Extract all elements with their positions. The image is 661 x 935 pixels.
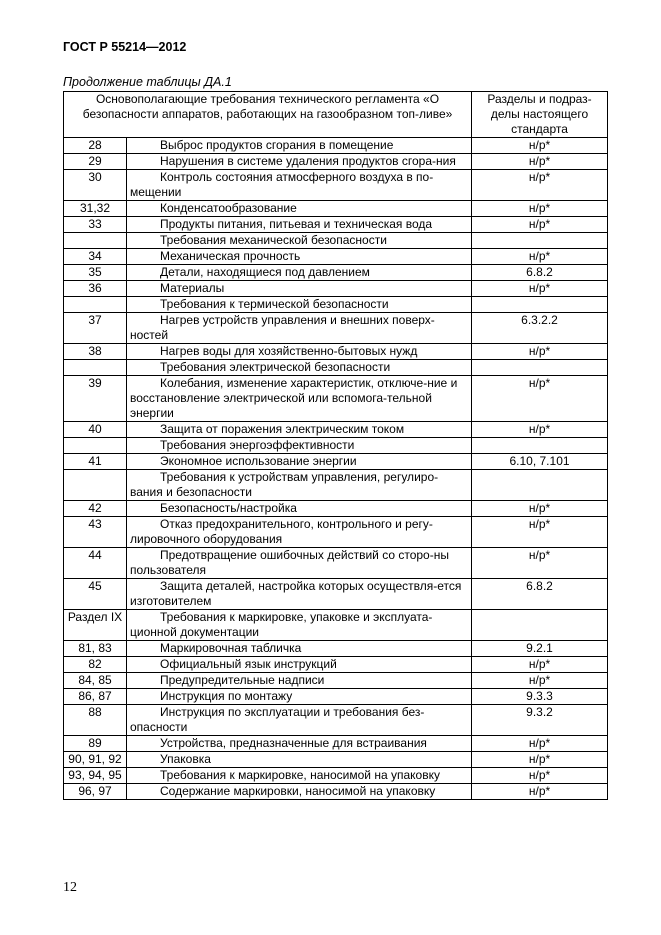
row-item-number: 81, 83 [64,641,127,657]
table-row [64,170,608,201]
row-item-number: 29 [64,154,127,170]
row-requirement-text: Колебания, изменение характеристик, отключе-ние и восстановление электрической или вспомога-тельной энергии [130,376,458,420]
row-section-ref: н/р* [472,376,608,422]
row-section-ref: н/р* [472,768,608,784]
row-requirement-text: Безопасность/настройка [160,501,297,515]
row-section-ref: н/р* [472,170,608,201]
row-requirement [127,768,472,784]
table-row [64,517,608,548]
row-requirement-text: Требования энергоэффективности [160,438,355,452]
table-row [64,297,608,313]
requirements-table [63,91,608,800]
table-row [64,217,608,233]
row-requirement-text: Контроль состояния атмосферного воздуха в по-мещении [130,170,434,199]
row-requirement [127,170,472,201]
row-section-ref: 9.3.3 [472,689,608,705]
row-section-ref: н/р* [472,736,608,752]
table-row [64,344,608,360]
row-requirement-text: Защита от поражения электрическим током [160,422,405,436]
row-requirement-text: Конденсатообразование [160,201,297,215]
row-item-number: 40 [64,422,127,438]
row-section-ref [472,438,608,454]
table-row [64,265,608,281]
row-requirement [127,360,472,376]
row-requirement [127,265,472,281]
table-row [64,579,608,610]
row-requirement [127,470,472,501]
row-item-number: 34 [64,249,127,265]
row-requirement-text: Нарушения в системе удаления продуктов сгора-ния [160,154,456,168]
table-row [64,610,608,641]
header-sections: Разделы и подраз-делы настоящего стандарта [472,92,608,138]
table-caption: Продолжение таблицы ДА.1 [63,75,232,89]
row-requirement [127,422,472,438]
row-requirement [127,736,472,752]
document-id: ГОСТ Р 55214—2012 [63,40,187,54]
row-requirement-text: Инструкция по эксплуатации и требования без-опасности [130,705,425,734]
row-requirement [127,344,472,360]
row-section-ref [472,470,608,501]
row-requirement [127,217,472,233]
row-requirement-text: Выброс продуктов сгорания в помещение [160,138,394,152]
table-row [64,736,608,752]
row-item-number [64,438,127,454]
row-section-ref: н/р* [472,138,608,154]
row-requirement [127,138,472,154]
row-requirement-text: Требования к маркировке, наносимой на упаковку [160,768,440,782]
row-section-ref: н/р* [472,673,608,689]
table-row [64,360,608,376]
row-section-ref [472,297,608,313]
table-row [64,313,608,344]
row-item-number: 84, 85 [64,673,127,689]
row-requirement [127,454,472,470]
row-item-number: 42 [64,501,127,517]
row-section-ref [472,233,608,249]
row-requirement [127,548,472,579]
row-section-ref: н/р* [472,548,608,579]
row-section-ref: н/р* [472,249,608,265]
row-item-number: 89 [64,736,127,752]
row-requirement [127,281,472,297]
row-requirement-text: Материалы [160,281,225,295]
row-item-number: Раздел IX [64,610,127,641]
table-row [64,784,608,800]
row-requirement-text: Предотвращение ошибочных действий со сторо-ны пользователя [130,548,449,577]
row-section-ref [472,610,608,641]
row-requirement [127,657,472,673]
row-requirement-text: Отказ предохранительного, контрольного и регу-лировочного оборудования [130,517,433,546]
row-item-number: 30 [64,170,127,201]
row-section-ref: н/р* [472,217,608,233]
row-requirement [127,784,472,800]
table-row [64,138,608,154]
row-item-number: 31,32 [64,201,127,217]
row-requirement-text: Устройства, предназначенные для встраивания [160,736,427,750]
row-item-number: 37 [64,313,127,344]
row-item-number: 38 [64,344,127,360]
table-row [64,233,608,249]
row-requirement [127,517,472,548]
page-number: 12 [63,880,77,895]
table-row [64,249,608,265]
row-requirement [127,501,472,517]
table-row [64,689,608,705]
row-section-ref: н/р* [472,154,608,170]
row-section-ref: 9.3.2 [472,705,608,736]
table-row [64,454,608,470]
row-item-number: 93, 94, 95 [64,768,127,784]
row-section-ref: н/р* [472,517,608,548]
row-requirement-text: Требования к устройствам управления, регулиро-вания и безопасности [130,470,439,499]
row-requirement-text: Экономное использование энергии [160,454,357,468]
table-row [64,154,608,170]
row-item-number [64,297,127,313]
row-section-ref: 6.10, 7.101 [472,454,608,470]
row-section-ref: н/р* [472,657,608,673]
row-section-ref: н/р* [472,281,608,297]
row-item-number: 36 [64,281,127,297]
row-item-number [64,470,127,501]
row-item-number: 88 [64,705,127,736]
row-item-number [64,233,127,249]
row-section-ref: н/р* [472,344,608,360]
table-row [64,657,608,673]
row-section-ref: 6.3.2.2 [472,313,608,344]
row-item-number: 86, 87 [64,689,127,705]
row-item-number: 41 [64,454,127,470]
row-requirement [127,641,472,657]
table-row [64,641,608,657]
row-item-number [64,360,127,376]
row-item-number: 39 [64,376,127,422]
row-requirement-text: Предупредительные надписи [160,673,325,687]
row-requirement-text: Инструкция по монтажу [160,689,293,703]
row-requirement [127,689,472,705]
row-section-ref: н/р* [472,422,608,438]
row-item-number: 90, 91, 92 [64,752,127,768]
row-section-ref [472,360,608,376]
table-row [64,470,608,501]
table-row [64,673,608,689]
header-requirements: Основополагающие требования технического регламента «О безопасности аппаратов, работающих на газообразном топ-ливе» [64,92,472,138]
row-section-ref: 6.8.2 [472,579,608,610]
row-requirement-text: Маркировочная табличка [160,641,302,655]
row-requirement-text: Нагрев устройств управления и внешних поверх-ностей [130,313,435,342]
row-requirement [127,752,472,768]
row-requirement [127,673,472,689]
table-row [64,768,608,784]
row-item-number: 35 [64,265,127,281]
row-item-number: 44 [64,548,127,579]
row-section-ref: н/р* [472,784,608,800]
table-row [64,548,608,579]
row-requirement-text: Требования электрической безопасности [160,360,391,374]
table-row [64,438,608,454]
row-requirement [127,297,472,313]
row-requirement-text: Официальный язык инструкций [160,657,337,671]
row-requirement-text: Упаковка [160,752,211,766]
row-item-number: 82 [64,657,127,673]
table-row [64,752,608,768]
table-row [64,705,608,736]
table-header-row [64,92,608,138]
row-item-number: 28 [64,138,127,154]
table-row [64,281,608,297]
row-requirement-text: Содержание маркировки, наносимой на упаковку [160,784,436,798]
row-section-ref: н/р* [472,201,608,217]
table-row [64,422,608,438]
row-item-number: 43 [64,517,127,548]
row-requirement [127,313,472,344]
row-requirement [127,233,472,249]
row-item-number: 96, 97 [64,784,127,800]
row-section-ref: н/р* [472,752,608,768]
row-section-ref: н/р* [472,501,608,517]
row-requirement-text: Требования к маркировке, упаковке и эксплуата-ционной документации [130,610,433,639]
row-requirement [127,438,472,454]
row-requirement [127,610,472,641]
row-requirement [127,201,472,217]
row-requirement [127,705,472,736]
row-requirement-text: Детали, находящиеся под давлением [160,265,370,279]
row-requirement-text: Нагрев воды для хозяйственно-бытовых нужд [160,344,418,358]
row-section-ref: 9.2.1 [472,641,608,657]
row-requirement-text: Механическая прочность [160,249,301,263]
table-row [64,501,608,517]
row-requirement-text: Защита деталей, настройка которых осуществля-ется изготовителем [130,579,462,608]
row-requirement-text: Требования к термической безопасности [160,297,389,311]
table-row [64,201,608,217]
row-item-number: 45 [64,579,127,610]
row-item-number: 33 [64,217,127,233]
table-row [64,376,608,422]
row-requirement [127,154,472,170]
row-requirement [127,579,472,610]
row-section-ref: 6.8.2 [472,265,608,281]
row-requirement-text: Требования механической безопасности [160,233,387,247]
row-requirement [127,249,472,265]
row-requirement [127,376,472,422]
row-requirement-text: Продукты питания, питьевая и техническая вода [160,217,433,231]
